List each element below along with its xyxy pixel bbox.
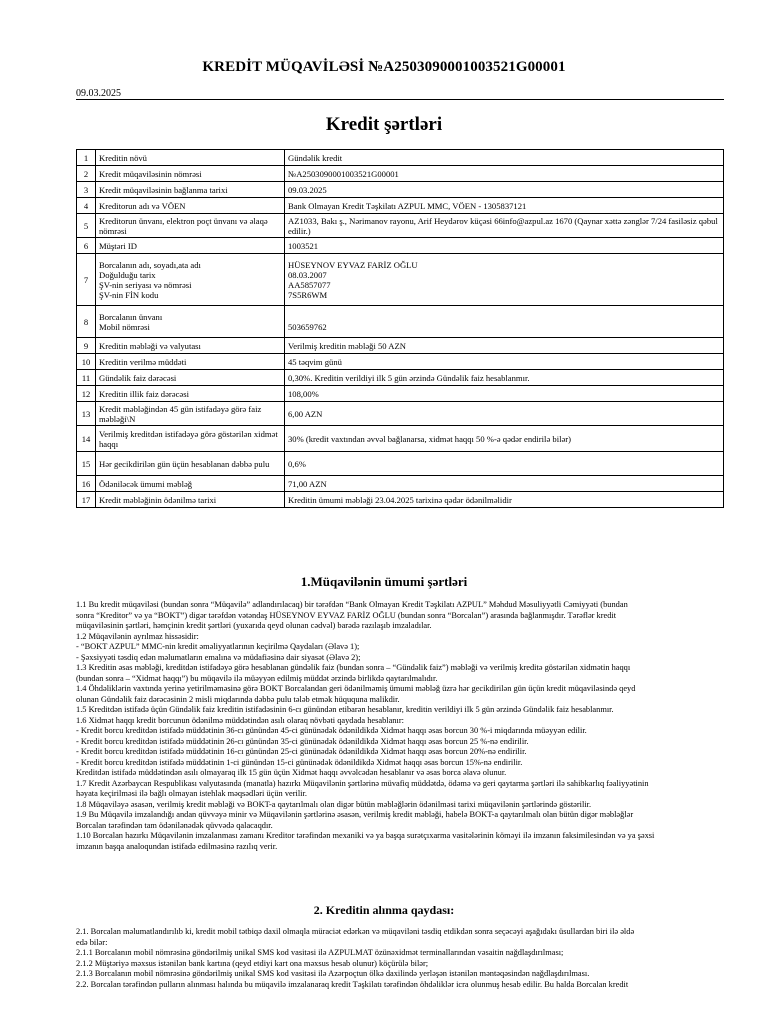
row-value: Gündəlik kredit: [285, 150, 724, 166]
row-number: 1: [77, 150, 96, 166]
credit-terms-table: [76, 149, 724, 508]
row-label: Kredit müqaviləsinin nömrəsi: [96, 166, 285, 182]
paragraph-line: 1.10 Borcalan hazırkı Müqavilənin imzalanması zamanı Kreditor tərəfindən mexaniki və ya başqa surətçıxarma vasitələrinin köməyi ilə imzanın faksimilesindən və ya şəxsi: [76, 831, 655, 840]
row-number: 5: [77, 214, 96, 238]
table-row: [77, 166, 724, 182]
paragraph-line: 1.9 Bu Müqavilə imzalandığı andan qüvvəyə minir və Müqavilənin şərtlərinə əsasən, verilmiş kredit məbləği, habelə BOKT-a qaytarılmalı olan bütün digər məbləğlər: [76, 810, 634, 819]
paragraph-line: Kreditdən istifadə müddətindən asılı olmayaraq ilk 15 gün üçün Xidmət haqqı əvvəlcədən hesablanır və əsas borca əlavə olunur.: [76, 768, 507, 777]
row-value: Kreditin ümumi məbləği 23.04.2025 tarixinə qədər ödənilməlidir: [285, 492, 724, 508]
row-label: Müştəri ID: [96, 238, 285, 254]
paragraph-line: 1.8 Müqaviləyə əsasən, verilmiş kredit məbləği və BOKT-a qaytarılmalı olan digər bütün məbləğlərin ödənilməsi tarixi müqavilənin şərtlərində göstərilir.: [76, 799, 592, 809]
row-value: AZ1033, Bakı ş., Nərimanov rayonu, Arif Heydərov küçəsi 66info@azpul.az 1670 (Qaynar xəttə zənglər 7/24 fasiləsiz qəbul edilir.): [285, 214, 724, 238]
table-row: [77, 492, 724, 508]
paragraph-line: sonra “Kreditor” və ya “BOKT”) digər tərəfdən vətəndaş HÜSEYNOV EYVAZ FARİZ OĞLU (bundan sonra “Borcalan”) arasında bağlanmışdır. Tərəflər kredit: [76, 610, 617, 620]
row-value: 1003521: [285, 238, 724, 254]
paragraph-line: müqaviləsinin şərtləri, həmçinin kredit şərtləri (yuxarıda qeyd olunan cədvəl) barədə razılaşıb imzaladılar.: [76, 621, 432, 630]
paragraph-line: 1.2 Müqavilənin ayrılmaz hissəsidir:: [76, 631, 199, 641]
paragraph-line: həyata keçirilməsi ilə bağlı olmayan istehlak məqsədləri üçün verilir.: [76, 789, 307, 798]
table-row: [77, 238, 724, 254]
row-value: 30% (kredit vaxtından əvvəl bağlanarsa, xidmət haqqı 50 %-ə qədər endirilə bilər): [285, 426, 724, 452]
paragraph-line: - Kredit borcu kreditdən istifadə müddətinin 26-cı günündən 35-ci gününədək ödənildikdə Xidmət haqqı əsas borcun 25 %-nə endirilir.: [76, 736, 529, 746]
row-label: Kreditin illik faiz dərəcəsi: [96, 386, 285, 402]
row-number: 7: [77, 254, 96, 306]
contract-date: 09.03.2025: [76, 88, 121, 99]
row-value: HÜSEYNOV EYVAZ FARİZ OĞLU 08.03.2007 AA5857077 7S5R6WM: [285, 254, 724, 306]
row-value: 45 təqvim günü: [285, 354, 724, 370]
table-row: [77, 402, 724, 426]
section-1-body: [76, 600, 728, 852]
paragraph-line: edə bilər:: [76, 937, 108, 947]
row-number: 12: [77, 386, 96, 402]
paragraph-line: imzanın başqa analoqundan istifadə edilməsinə razılıq verir.: [76, 841, 278, 851]
table-row: [77, 386, 724, 402]
credit-terms-title: Kredit şərtləri: [325, 114, 443, 135]
table-row: [77, 452, 724, 476]
row-label: Borcalanın ünvanı Mobil nömrəsi: [96, 306, 285, 338]
paragraph-line: olunan Gündəlik faiz dərəcəsinin 2 misli miqdarında dəbbə pulu tələb etmək hüququna malikdir.: [76, 694, 400, 704]
paragraph-line: 1.6 Xidmət haqqı kredit borcunun ödənilmə müddətindən asılı olaraq növbəti qaydada hesablanır:: [76, 715, 404, 725]
row-number: 10: [77, 354, 96, 370]
row-label: Kreditorun ünvanı, elektron poçt ünvanı və əlaqə nömrəsi: [96, 214, 285, 238]
row-label: Ödəniləcək ümumi məbləğ: [96, 476, 285, 492]
paragraph-line: 2.1.2 Müştəriyə məxsus istənilən bank kartına (qeyd etdiyi kart ona məxsus hesab olunur) köçürülə bilər;: [76, 958, 429, 968]
row-label: Hər gecikdirilən gün üçün hesablanan dəbbə pulu: [96, 452, 285, 476]
paragraph-line: - Kredit borcu kreditdən istifadə müddətinin 16-cı günündən 25-ci gününədək ödənildikdə Xidmət haqqı əsas borcun 20%-nə endirilir.: [76, 747, 527, 756]
row-label: Borcalanın adı, soyadı,ata adı Doğulduğu tarix ŞV-nin seriyası və nömrəsi ŞV-nin FİN kodu: [96, 254, 285, 306]
row-value: Bank Olmayan Kredit Təşkilatı AZPUL MMC, VÖEN - 1305837121: [285, 198, 724, 214]
row-number: 3: [77, 182, 96, 198]
paragraph-line: 1.7 Kredit Azərbaycan Respublikası valyutasında (manatla) hazırkı Müqavilənin şərtlərinə müvafiq müddətdə, ödəmə və geri qaytarma şərtləri ilə sahibkarlıq fəaliyyətinin: [76, 778, 649, 788]
row-value: №A2503090001003521G00001: [285, 166, 724, 182]
section-2-body: [76, 927, 728, 990]
row-number: 2: [77, 166, 96, 182]
paragraph-line: - Kredit borcu kreditdən istifadə müddətinin 1-ci günündən 15-ci gününədək ödənildikdə Xidmət haqqı əsas borcun 15%-nə endirilir.: [76, 757, 523, 767]
row-number: 17: [77, 492, 96, 508]
row-value: Verilmiş kreditin məbləği 50 AZN: [285, 338, 724, 354]
section-2-title: 2. Kreditin alınma qaydası:: [313, 903, 455, 917]
paragraph-line: 1.3 Kreditin əsas məbləği, kreditdən istifadəyə görə hesablanan gündəlik faiz (bundan sonra – “Gündəlik faiz”) məbləği və verilmiş kreditə göstərilən xidmətin haqqı: [76, 663, 631, 672]
contract-title: KREDİT MÜQAVİLƏSİ №A2503090001003521G00001: [202, 59, 566, 75]
row-number: 15: [77, 452, 96, 476]
paragraph-line: 2.2. Borcalan tərəfindən pulların alınması halında bu müqavilə imzalanaraq kredit Təşkilatı tərəfindən öhdəliklər icra olunmuş hesab edilir. Bu halda Borcalan kredit: [76, 979, 629, 989]
paragraph-line: 2.1.1 Borcalanın mobil nömrəsinə göndərilmiş unikal SMS kod vasitəsi ilə AZPULMAT özünəxidmət terminallarından vəsaitin nağdlaşdırılması;: [76, 948, 564, 957]
paragraph-line: - “BOKT AZPUL” MMC-nin kredit əməliyyatlarının keçirilmə Qaydaları (Əlavə 1);: [76, 642, 360, 651]
table-row: [77, 182, 724, 198]
row-label: Kredit məbləğindən 45 gün istifadəyə görə faiz məbləği\N: [96, 402, 285, 426]
row-label: Kreditin verilmə müddəti: [96, 354, 285, 370]
row-label: Verilmiş kreditdən istifadəyə görə göstərilən xidmət haqqı: [96, 426, 285, 452]
row-label: Gündəlik faiz dərəcəsi: [96, 370, 285, 386]
row-number: 8: [77, 306, 96, 338]
row-label: Kreditorun adı və VÖEN: [96, 198, 285, 214]
table-row: [77, 254, 724, 306]
row-number: 13: [77, 402, 96, 426]
paragraph-line: 2.1.3 Borcalanın mobil nömrəsinə göndərilmiş unikal SMS kod vasitəsi ilə Azərpoçtun ölkə daxilində yerləşən istənilən məntəqəsindən nağdlaşdırılması.: [76, 969, 590, 978]
row-value: 108,00%: [285, 386, 724, 402]
row-label: Kredit məbləğinin ödənilmə tarixi: [96, 492, 285, 508]
paragraph-line: - Kredit borcu kreditdən istifadə müddətinin 36-cı günündən 45-ci gününədək ödənildikdə Xidmət haqqı əsas borcun 30 %-i miqdarında müəyyən edilir.: [76, 726, 587, 735]
paragraph-line: Borcalan tərəfindən tam ödənilənədək qüvvədə qalacaqdır.: [76, 820, 273, 830]
paragraph-line: 1.5 Kreditdən istifadə üçün Gündəlik faiz kreditin istifadəsinin 6-cı günündən etibarən hesablanır, kreditin verildiyi ilk 5 gün ərzində Gündəlik faiz hesablanmır.: [76, 705, 614, 714]
paragraph-line: (bundan sonra – “Xidmət haqqı”) bu müqavilə ilə müəyyən edilmiş müddət ərzində birlikdə qaytarılmalıdır.: [76, 673, 438, 683]
row-number: 6: [77, 238, 96, 254]
table-row: [77, 150, 724, 166]
paragraph-line: 1.4 Öhdəliklərin vaxtında yerinə yetirilməməsinə görə BOKT Borcalandan geri ödənilməmiş ümumi məbləğ üzrə hər gecikdirilən gün üçün kredit müqaviləsində qeyd: [76, 684, 636, 693]
table-row: [77, 354, 724, 370]
table-row: [77, 476, 724, 492]
row-value: 0,30%. Kreditin verildiyi ilk 5 gün ərzində Gündəlik faiz hesablanmır.: [285, 370, 724, 386]
paragraph-line: - Şəxsiyyəti təsdiq edən məlumatların emalına və müdafiəsinə dair siyasət (Əlavə 2);: [76, 652, 361, 662]
table-row: [77, 426, 724, 452]
row-value: 6,00 AZN: [285, 402, 724, 426]
table-row: [77, 338, 724, 354]
row-value: 71,00 AZN: [285, 476, 724, 492]
table-row: [77, 306, 724, 338]
row-number: 16: [77, 476, 96, 492]
row-number: 11: [77, 370, 96, 386]
row-number: 9: [77, 338, 96, 354]
table-row: [77, 198, 724, 214]
section-1-title: 1.Müqavilənin ümumi şərtləri: [300, 574, 468, 589]
row-label: Kreditin növü: [96, 150, 285, 166]
row-value: 503659762: [285, 306, 724, 338]
paragraph-line: 1.1 Bu kredit müqaviləsi (bundan sonra “Müqavilə” adlandırılacaq) bir tərəfdən “Bank Olmayan Kredit Təşkilatı AZPUL” Məhdud Məsuliyyətli Cəmiyyəti (bundan: [76, 600, 628, 609]
row-number: 4: [77, 198, 96, 214]
row-number: 14: [77, 426, 96, 452]
table-row: [77, 214, 724, 238]
table-row: [77, 370, 724, 386]
header-divider: [76, 99, 724, 100]
row-value: 09.03.2025: [285, 182, 724, 198]
row-value: 0,6%: [285, 452, 724, 476]
row-label: Kredit müqaviləsinin bağlanma tarixi: [96, 182, 285, 198]
row-label: Kreditin məbləği və valyutası: [96, 338, 285, 354]
paragraph-line: 2.1. Borcalan məlumatlandırılıb ki, kredit mobil tətbiqə daxil olmaqla müraciət edərkən və müqaviləni təsdiq etdikdən sonra seçəcəyi aşağıdakı üsullardan biri ilə əldə: [76, 927, 635, 936]
